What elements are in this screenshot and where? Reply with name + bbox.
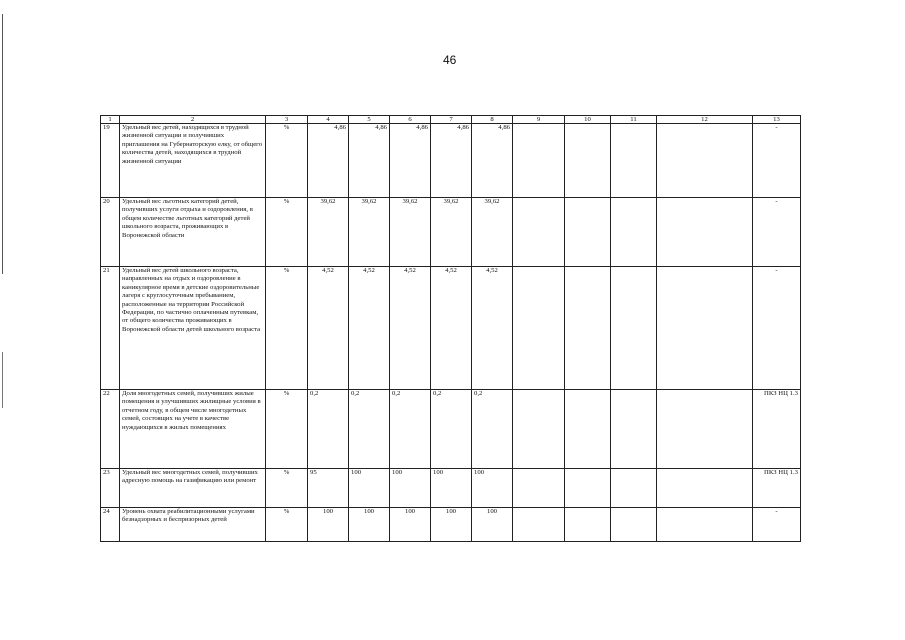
value-cell: 39,62 [308,198,349,267]
column-header: 5 [349,116,390,124]
row-number: 23 [101,469,120,508]
value-cell: 4,86 [349,124,390,198]
value-cell: 0,2 [349,390,390,469]
column-header: 2 [120,116,266,124]
unit-cell: % [266,124,308,198]
value-cell: 4,52 [390,267,431,390]
value-cell: 100 [472,508,513,542]
unit-cell: % [266,508,308,542]
empty-cell [513,469,565,508]
value-cell: 4,86 [472,124,513,198]
value-cell: 4,52 [349,267,390,390]
empty-cell [565,267,611,390]
column-header: 3 [266,116,308,124]
value-cell: 4,52 [308,267,349,390]
margin-line [2,14,3,274]
row-number: 21 [101,267,120,390]
column-header: 10 [565,116,611,124]
value-cell: 100 [472,469,513,508]
column-header: 7 [431,116,472,124]
empty-cell [657,267,753,390]
value-cell: 0,2 [390,390,431,469]
indicators-table [100,115,801,542]
value-cell: 39,62 [349,198,390,267]
empty-cell [657,124,753,198]
source-cell: ПКЗ НЦ 1.3 [753,390,801,469]
empty-cell [513,267,565,390]
column-header: 8 [472,116,513,124]
source-cell: - [753,508,801,542]
empty-cell [513,198,565,267]
column-header: 9 [513,116,565,124]
table-row [101,390,801,469]
empty-cell [611,267,657,390]
empty-cell [565,508,611,542]
table-row [101,267,801,390]
empty-cell [611,469,657,508]
empty-cell [513,390,565,469]
column-header: 6 [390,116,431,124]
row-number: 24 [101,508,120,542]
indicator-text: Уровень охвата реабилитационными услугами безнадзорных и беспризорных детей [120,508,266,542]
empty-cell [611,508,657,542]
table-row [101,469,801,508]
column-header: 1 [101,116,120,124]
value-cell: 100 [349,469,390,508]
value-cell: 4,86 [431,124,472,198]
value-cell: 100 [431,469,472,508]
empty-cell [565,390,611,469]
value-cell: 4,52 [472,267,513,390]
empty-cell [657,469,753,508]
value-cell: 4,86 [390,124,431,198]
indicator-text: Удельный вес льготных категорий детей, получивших услуги отдыха и оздоровления, в общем количестве льготных категорий детей школьного возраста, проживающих в Воронежской области [120,198,266,267]
empty-cell [657,508,753,542]
empty-cell [565,124,611,198]
value-cell: 4,52 [431,267,472,390]
column-number-row [101,116,801,124]
column-header: 13 [753,116,801,124]
source-cell: - [753,124,801,198]
row-number: 19 [101,124,120,198]
row-number: 20 [101,198,120,267]
value-cell: 100 [390,469,431,508]
unit-cell: % [266,267,308,390]
value-cell: 100 [431,508,472,542]
source-cell: - [753,198,801,267]
unit-cell: % [266,469,308,508]
value-cell: 39,62 [431,198,472,267]
column-header: 11 [611,116,657,124]
table-row [101,508,801,542]
indicator-text: Удельный вес детей, находящихся в трудной жизненной ситуации и получивших приглашения на Губернаторскую елку, от общего количества детей, находящихся в трудной жизненной ситуации [120,124,266,198]
source-cell: ПКЗ НЦ 1.3 [753,469,801,508]
row-number: 22 [101,390,120,469]
empty-cell [611,390,657,469]
value-cell: 100 [349,508,390,542]
value-cell: 0,2 [308,390,349,469]
value-cell: 0,2 [472,390,513,469]
indicator-text: Доля многодетных семей, получивших жилые помещения и улучшивших жилищные условия в отчетном году, в общем числе многодетных семей, состоящих на учете в качестве нуждающихся в жилых помещениях [120,390,266,469]
column-header: 12 [657,116,753,124]
empty-cell [513,124,565,198]
empty-cell [611,198,657,267]
indicator-text: Удельный вес многодетных семей, получивших адресную помощь на газификацию или ремонт [120,469,266,508]
table-row [101,198,801,267]
value-cell: 0,2 [431,390,472,469]
empty-cell [657,198,753,267]
margin-line [2,352,3,408]
value-cell: 39,62 [472,198,513,267]
unit-cell: % [266,198,308,267]
unit-cell: % [266,390,308,469]
page-number: 46 [443,53,457,67]
indicator-text: Удельный вес детей школьного возраста, направленных на отдых и оздоровление в каникулярное время в детские оздоровительные лагеря с круглосуточным пребыванием, расположенные на территории Российской Федерации, по частично оплаченным путевкам, от общего количества проживающих в Воронежской области детей школьного возраста [120,267,266,390]
source-cell: - [753,267,801,390]
column-header: 4 [308,116,349,124]
empty-cell [565,469,611,508]
value-cell: 100 [308,508,349,542]
table-row [101,124,801,198]
empty-cell [565,198,611,267]
value-cell: 39,62 [390,198,431,267]
empty-cell [611,124,657,198]
value-cell: 100 [390,508,431,542]
empty-cell [513,508,565,542]
value-cell: 95 [308,469,349,508]
empty-cell [657,390,753,469]
value-cell: 4,86 [308,124,349,198]
